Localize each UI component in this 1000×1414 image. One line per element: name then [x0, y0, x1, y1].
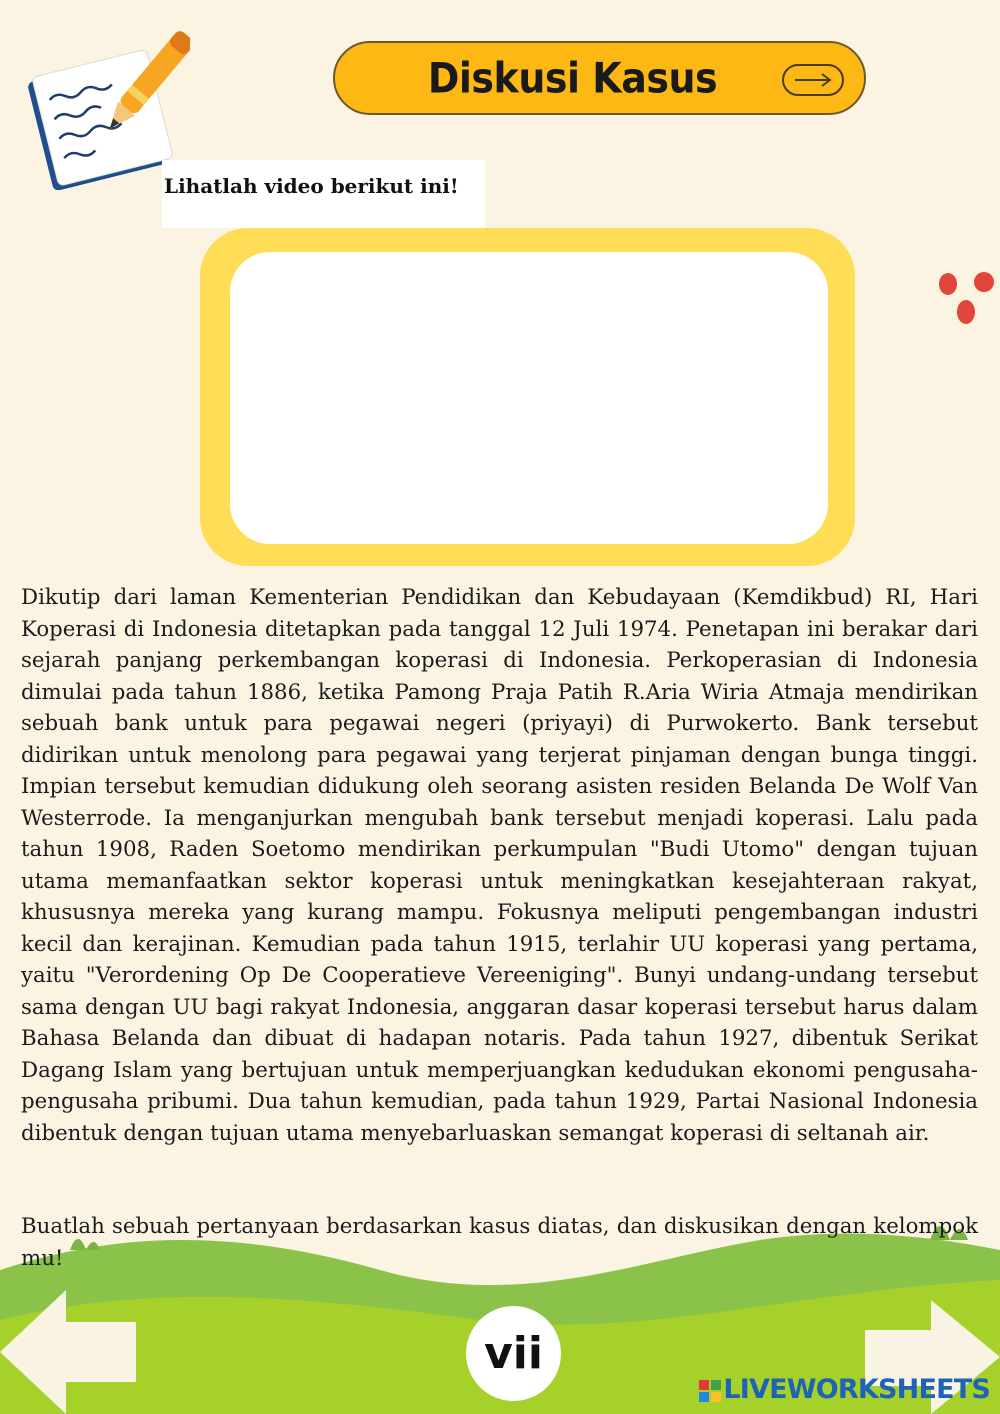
header-banner: [333, 41, 866, 115]
liveworksheets-brand[interactable]: [694, 1372, 990, 1408]
page-number: vii: [466, 1306, 561, 1401]
arrow-right-icon: [781, 63, 845, 97]
decorative-dots-icon: [932, 268, 1000, 328]
video-instruction: Lihatlah video berikut ini!: [162, 160, 485, 228]
video-frame: [200, 228, 855, 566]
case-study-text: Dikutip dari laman Kementerian Pendidikan dan Kebudayaan (Kemdikbud) RI, Hari Koperasi di Indonesia ditetapkan pada tanggal 12 Juli 1974. Penetapan ini berakar dari sejarah panjang perkembangan koperasi di Indonesia. Perkoperasian di Indonesia dimulai pada tahun 1886, ketika Pamong Praja Patih R.Aria Wiria Atmaja mendirikan sebuah bank untuk para pegawai negeri (priyayi) di Purwokerto. Bank tersebut didirikan untuk menolong para pegawai yang terjerat pinjaman dengan bunga tinggi. Impian tersebut kemudian didukung oleh seorang asisten residen Belanda De Wolf Van Westerrode. Ia menganjurkan mengubah bank tersebut menjadi koperasi. Lalu pada tahun 1908, Raden Soetomo mendirikan perkumpulan "Budi Utomo" dengan tujuan utama memanfaatkan sektor koperasi untuk meningkatkan kesejahteraan rakyat, khususnya mereka yang kurang mampu. Fokusnya meliputi pengembangan industri kecil dan kerajinan. Kemudian pada tahun 1915, terlahir UU koperasi yang pertama, yaitu "Verordening Op De Cooperatieve Vereeniging". Bunyi undang-undang tersebut sama dengan UU bagi rakyat Indonesia, anggaran dasar koperasi tersebut harus dalam Bahasa Belanda dan dibuat di hadapan notaris. Pada tahun 1927, dibentuk Serikat Dagang Islam yang bertujuan untuk memperjuangkan kedudukan ekonomi pengusaha-pengusaha pribumi. Dua tahun kemudian, pada tahun 1929, Partai Nasional Indonesia dibentuk dengan tujuan utama menyebarluaskan semangat koperasi di seltanah air.: [21, 585, 978, 1146]
liveworksheets-logo-icon: [699, 1380, 721, 1402]
video-placeholder[interactable]: [230, 252, 828, 544]
page-title: Diskusi Kasus: [427, 53, 718, 103]
previous-page-button[interactable]: [0, 1290, 140, 1414]
discussion-prompt: Buatlah sebuah pertanyaan berdasarkan kasus diatas, dan diskusikan dengan kelompok mu!: [21, 1214, 978, 1271]
brand-label: LIVEWORKSHEETS: [723, 1374, 990, 1405]
